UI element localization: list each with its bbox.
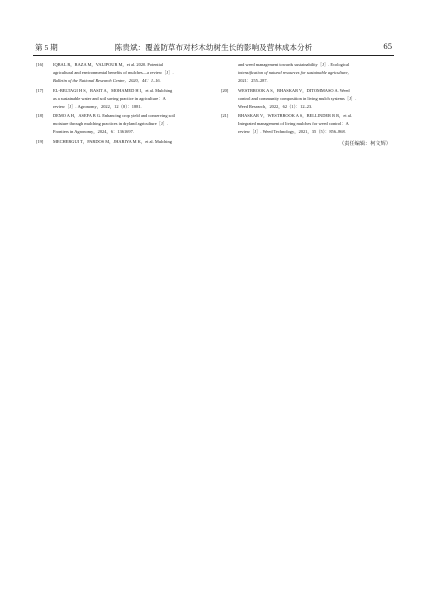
- reference-line: review［J］. Agronomy，2022，12（8）：1881.: [53, 103, 142, 109]
- reference-line: WESTBROOK A S，BHASKAR V，DITOMMASO A. Weed: [238, 87, 350, 93]
- reference-line: EL-BELTAGI H S，BASIT A，MOHAMED H I，et al. Mulching: [53, 87, 173, 93]
- reference-line: 2021：255–287.: [238, 77, 268, 83]
- reference-line: Integrated management of living mulches for weed control：A: [238, 121, 349, 127]
- reference-number: [16]: [36, 62, 44, 67]
- reference-item: [36, 61, 214, 85]
- reference-line: Frontiers in Agronomy，2024，6：1361697.: [53, 129, 134, 135]
- page-number: 65: [383, 41, 392, 51]
- reference-number: [21]: [221, 113, 229, 119]
- reference-line: agricultural and environmental benefits of mulches—a review［J］.: [53, 69, 174, 75]
- references-column-right: [221, 61, 393, 148]
- reference-item: [36, 138, 214, 146]
- reference-number: [20]: [221, 87, 229, 93]
- reference-line: MECHERGUI T，PARDOS M，JHARIYA M K，et al. Mulching: [53, 139, 172, 145]
- reference-line: intensification of natural resources for sustainable agriculture，: [238, 69, 352, 75]
- references-list-right: [221, 61, 393, 136]
- reference-line: review［J］. Weed Technology，2021，35（5）：856–868.: [238, 129, 346, 135]
- reference-number: [19]: [36, 139, 44, 145]
- reference-line: BHASKAR V，WESTBROOK A S，BELLINDER R R，et al.: [238, 113, 352, 119]
- issue-label: 第 5 期: [35, 43, 58, 52]
- reference-number: [17]: [36, 87, 44, 93]
- reference-line: and weed management towards sustainability［J］. Ecological: [238, 62, 350, 67]
- reference-line: Bulletin of the National Research Centre，2020，44：1–16.: [53, 77, 161, 83]
- reference-line: DEMO A H，ASEFA B G. Enhancing crop yield and conserving soil: [53, 113, 175, 119]
- reference-line: moisture through mulching practices in dryland agriculture［J］.: [53, 121, 169, 127]
- reference-item: [221, 61, 393, 85]
- article-running-title: 陈贵斌：覆盖防草布对杉木幼树生长的影响及营林成本分析: [114, 43, 313, 52]
- reference-line: Weed Research，2022，62（1）：12–23.: [238, 103, 313, 109]
- editor-note: （责任编辑：柯文辉）: [339, 141, 391, 148]
- reference-line: IQBAL R，RAZA M，VALIPOUR M，et al. 2020. Potential: [53, 62, 164, 67]
- reference-item: [221, 112, 393, 136]
- references-column-left: [36, 61, 214, 148]
- running-header: [33, 41, 394, 56]
- reference-line: control and community composition in living mulch systems［J］.: [238, 95, 357, 101]
- reference-item: [36, 112, 214, 136]
- reference-item: [221, 87, 393, 111]
- reference-item: [36, 87, 214, 111]
- reference-line: as a sustainable water and soil saving practice in agriculture：A: [53, 95, 166, 101]
- reference-number: [18]: [36, 113, 44, 119]
